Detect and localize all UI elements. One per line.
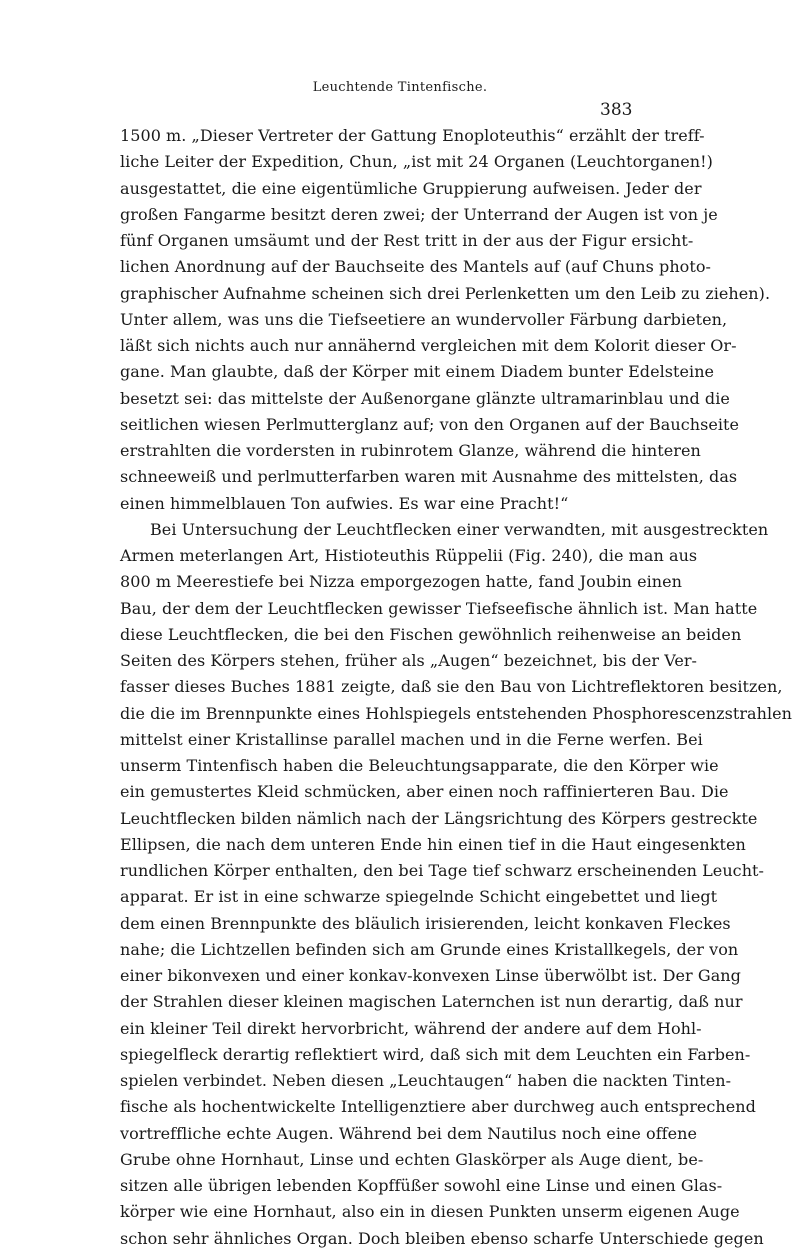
text-line: Bau, der dem der Leuchtflecken gewisser Tiefseefische ähnlich ist. Man hatte xyxy=(120,598,758,618)
text-line: einer bikonvexen und einer konkav-konvexen Linse überwölbt ist. Der Gang xyxy=(120,966,741,985)
text-line: spielen verbindet. Neben diesen „Leuchtaugen“ haben die nackten Tinten- xyxy=(120,1071,732,1090)
text-line: 1500 m. „Dieser Vertreter der Gattung Enoploteuthis“ erzählt der treff- xyxy=(120,126,705,145)
text-line: unserm Tintenfisch haben die Beleuchtungsapparate, die den Körper wie xyxy=(120,756,719,775)
text-line: spiegelfleck derartig reflektiert wird, daß sich mit dem Leuchten ein Farben- xyxy=(120,1044,751,1064)
text-line: einen himmelblauen Ton aufwies. Es war eine Pracht!“ xyxy=(120,493,569,513)
text-line: läßt sich nichts auch nur annähernd vergleichen mit dem Kolorit dieser Or- xyxy=(120,336,737,355)
text-line: Ellipsen, die nach dem unteren Ende hin einen tief in die Haut eingesenkten xyxy=(120,834,746,854)
body-text xyxy=(120,123,792,1252)
text-line: schneeweiß und perlmutterfarben waren mit Ausnahme des mittelsten, das xyxy=(120,467,738,487)
page-number: 383 xyxy=(600,100,633,120)
text-line: rundlichen Körper enthalten, den bei Tage tief schwarz erscheinenden Leucht- xyxy=(120,861,764,880)
text-line: der Strahlen dieser kleinen magischen Laternchen ist nun derartig, daß nur xyxy=(120,992,743,1012)
running-title: Leuchtende Tintenfische. xyxy=(312,80,488,95)
text-line: ein kleiner Teil direkt hervorbricht, während der andere auf dem Hohl- xyxy=(120,1018,702,1038)
text-line: sitzen alle übrigen lebenden Kopffüßer sowohl eine Linse und einen Glas- xyxy=(120,1176,723,1195)
text-line: Seiten des Körpers stehen, früher als „Augen“ bezeichnet, bis der Ver- xyxy=(120,651,698,670)
text-line: fische als hochentwickelte Intelligenztiere aber durchweg auch entsprechend xyxy=(120,1097,756,1117)
text-line: Leuchtflecken bilden nämlich nach der Längsrichtung des Körpers gestreckte xyxy=(120,808,758,828)
text-line: 800 m Meerestiefe bei Nizza emporgezogen hatte, fand Joubin einen xyxy=(120,572,683,592)
text-line: fünf Organen umsäumt und der Rest tritt in der aus der Figur ersicht- xyxy=(120,231,694,250)
text-line: dem einen Brennpunkte des bläulich irisierenden, leicht konkaven Fleckes xyxy=(120,913,731,933)
text-line: schon sehr ähnliches Organ. Doch bleiben ebenso scharfe Unterschiede gegen xyxy=(120,1228,764,1248)
text-line: liche Leiter der Expedition, Chun, „ist mit 24 Organen (Leuchtorganen!) xyxy=(120,152,713,172)
text-line: mittelst einer Kristallinse parallel machen und in die Ferne werfen. Bei xyxy=(120,729,703,749)
text-line: körper wie eine Hornhaut, also ein in diesen Punkten unserm eigenen Auge xyxy=(120,1202,740,1222)
text-line: großen Fangarme besitzt deren zwei; der Unterrand der Augen ist von je xyxy=(120,204,718,224)
paragraph-start-line: Bei Untersuchung der Leuchtflecken einer verwandten, mit ausgestreckten xyxy=(150,519,769,539)
text-line: vortreffliche echte Augen. Während bei dem Nautilus noch eine offene xyxy=(120,1123,698,1143)
text-line: graphischer Aufnahme scheinen sich drei Perlenketten um den Leib zu ziehen). xyxy=(120,283,771,303)
text-line: seitlichen wiesen Perlmutterglanz auf; von den Organen auf der Bauchseite xyxy=(120,414,740,434)
text-line: diese Leuchtflecken, die bei den Fischen gewöhnlich reihenweise an beiden xyxy=(120,624,742,644)
text-line: Grube ohne Hornhaut, Linse und echten Glaskörper als Auge dient, be- xyxy=(120,1149,704,1169)
text-line: gane. Man glaubte, daß der Körper mit einem Diadem bunter Edelsteine xyxy=(120,362,715,382)
text-line: ausgestattet, die eine eigentümliche Gruppierung aufweisen. Jeder der xyxy=(120,178,702,198)
text-line: erstrahlten die vordersten in rubinrotem Glanze, während die hinteren xyxy=(120,441,701,460)
text-line: Armen meterlangen Art, Histioteuthis Rüppelii (Fig. 240), die man aus xyxy=(120,546,698,565)
text-line: ein gemustertes Kleid schmücken, aber einen noch raffinierteren Bau. Die xyxy=(120,782,729,802)
text-line: apparat. Er ist in eine schwarze spiegelnde Schicht eingebettet und liegt xyxy=(120,887,718,907)
text-line: lichen Anordnung auf der Bauchseite des Mantels auf (auf Chuns photo- xyxy=(120,257,711,277)
text-line: nahe; die Lichtzellen befinden sich am Grunde eines Kristallkegels, der von xyxy=(120,939,739,959)
text-line: fasser dieses Buches 1881 zeigte, daß sie den Bau von Lichtreflektoren besitzen, xyxy=(120,677,783,697)
text-line: besetzt sei: das mittelste der Außenorgane glänzte ultramarinblau und die xyxy=(120,388,730,408)
text-line: Unter allem, was uns die Tiefseetiere an wundervoller Färbung darbieten, xyxy=(120,309,728,329)
text-line: die die im Brennpunkte eines Hohlspiegels entstehenden Phosphorescenzstrahlen xyxy=(120,703,792,723)
